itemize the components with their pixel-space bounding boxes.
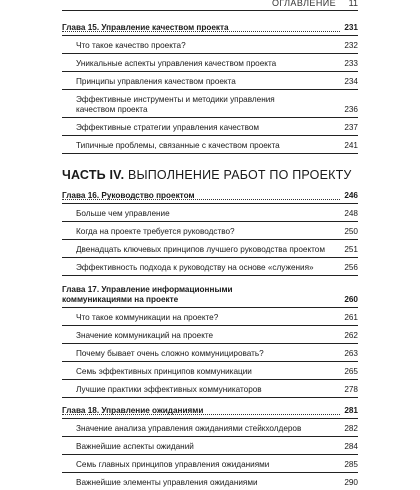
entry-title: Лучшие практики эффективных коммуникаторов xyxy=(76,385,262,394)
entry-page: 256 xyxy=(344,263,358,272)
entry-page: 285 xyxy=(344,460,358,469)
chapter-page: 246 xyxy=(344,191,358,200)
entry-title: Когда на проекте требуется руководство? xyxy=(76,227,235,236)
toc-entry[interactable] xyxy=(62,437,358,455)
toc-entry[interactable] xyxy=(62,240,358,258)
toc-entry[interactable] xyxy=(62,204,358,222)
entry-title: Принципы управления качеством проекта xyxy=(76,77,236,86)
table-of-contents xyxy=(62,15,358,490)
entry-page: 250 xyxy=(344,227,358,236)
toc-entry[interactable] xyxy=(62,362,358,380)
leader-dots xyxy=(62,413,340,415)
entry-title: Эффективные стратегии управления качеством xyxy=(76,123,260,132)
entry-page: 278 xyxy=(344,385,358,394)
toc-entry[interactable] xyxy=(62,473,358,490)
running-header xyxy=(62,0,358,12)
entry-page: 232 xyxy=(344,41,358,50)
entry-title: Важнейшие аспекты ожиданий xyxy=(76,442,194,451)
entry-title: Больше чем управление xyxy=(76,209,170,218)
toc-entry[interactable] xyxy=(62,118,358,136)
toc-entry[interactable] xyxy=(62,136,358,154)
entry-title: Семь главных принципов управления ожиданиями xyxy=(76,460,270,469)
chapter-title: Глава 18. Управление ожиданиями xyxy=(62,406,204,415)
entry-title: Что такое качество проекта? xyxy=(76,41,186,50)
entry-page: 282 xyxy=(344,424,358,433)
entry-title: Почему бывает очень сложно коммуницировать? xyxy=(76,349,264,358)
chapter-title: Глава 16. Руководство проектом xyxy=(62,191,195,200)
entry-page: 237 xyxy=(344,123,358,132)
entry-page: 263 xyxy=(344,349,358,358)
entry-page: 290 xyxy=(344,478,358,487)
entry-page: 262 xyxy=(344,331,358,340)
entry-page: 234 xyxy=(344,77,358,86)
toc-entry[interactable] xyxy=(62,36,358,54)
toc-entry[interactable] xyxy=(62,344,358,362)
entry-title: Значение анализа управления ожиданиями стейкхолдеров xyxy=(76,424,302,433)
entry-page: 265 xyxy=(344,367,358,376)
chapter-title: Глава 17. Управление информационными коммуникациями на проекте xyxy=(62,285,233,304)
header-rule xyxy=(62,10,358,11)
entry-page: 284 xyxy=(344,442,358,451)
toc-entry[interactable] xyxy=(62,90,358,118)
entry-title: Значение коммуникаций на проекте xyxy=(76,331,214,340)
leader-dots xyxy=(62,30,340,32)
part-label: ЧАСТЬ IV. xyxy=(62,168,125,182)
entry-title: Уникальные аспекты управления качеством проекта xyxy=(76,59,277,68)
chapter-heading[interactable] xyxy=(62,398,358,419)
entry-title: Семь эффективных принципов коммуникации xyxy=(76,367,252,376)
entry-page: 236 xyxy=(344,105,358,114)
entry-title: Двенадцать ключевых принципов лучшего руководства проектом xyxy=(76,245,325,254)
chapter-page: 260 xyxy=(344,295,358,304)
toc-entry[interactable] xyxy=(62,380,358,398)
entry-page: 251 xyxy=(344,245,358,254)
entry-page: 261 xyxy=(344,313,358,322)
entry-title: Типичные проблемы, связанные с качеством проекта xyxy=(76,141,280,150)
chapter-heading[interactable] xyxy=(62,186,358,204)
leader-dots xyxy=(62,198,340,200)
chapter-heading[interactable] xyxy=(62,15,358,36)
entry-page: 241 xyxy=(344,141,358,150)
toc-entry[interactable] xyxy=(62,308,358,326)
entry-title: Эффективные инструменты и методики управления качеством проекта xyxy=(76,95,275,114)
chapter-title: Глава 15. Управление качеством проекта xyxy=(62,23,229,32)
toc-entry[interactable] xyxy=(62,419,358,437)
entry-title: Что такое коммуникации на проекте? xyxy=(76,313,219,322)
toc-entry[interactable] xyxy=(62,326,358,344)
part-title: ВЫПОЛНЕНИЕ РАБОТ ПО ПРОЕКТУ xyxy=(127,168,352,182)
entry-title: Эффективность подхода к руководству на основе «служения» xyxy=(76,263,314,272)
toc-entry[interactable] xyxy=(62,455,358,473)
toc-entry[interactable] xyxy=(62,72,358,90)
toc-entry[interactable] xyxy=(62,54,358,72)
toc-entry[interactable] xyxy=(62,258,358,276)
chapter-page: 281 xyxy=(344,406,358,415)
chapter-page: 231 xyxy=(344,23,358,32)
toc-entry[interactable] xyxy=(62,222,358,240)
chapter-heading[interactable] xyxy=(62,276,358,308)
page-number: 11 xyxy=(348,0,358,8)
entry-title: Важнейшие элементы управления ожиданиями xyxy=(76,478,258,487)
entry-page: 248 xyxy=(344,209,358,218)
entry-page: 233 xyxy=(344,59,358,68)
part-heading[interactable] xyxy=(62,168,358,186)
running-header-title: ОГЛАВЛЕНИЕ xyxy=(271,0,336,8)
